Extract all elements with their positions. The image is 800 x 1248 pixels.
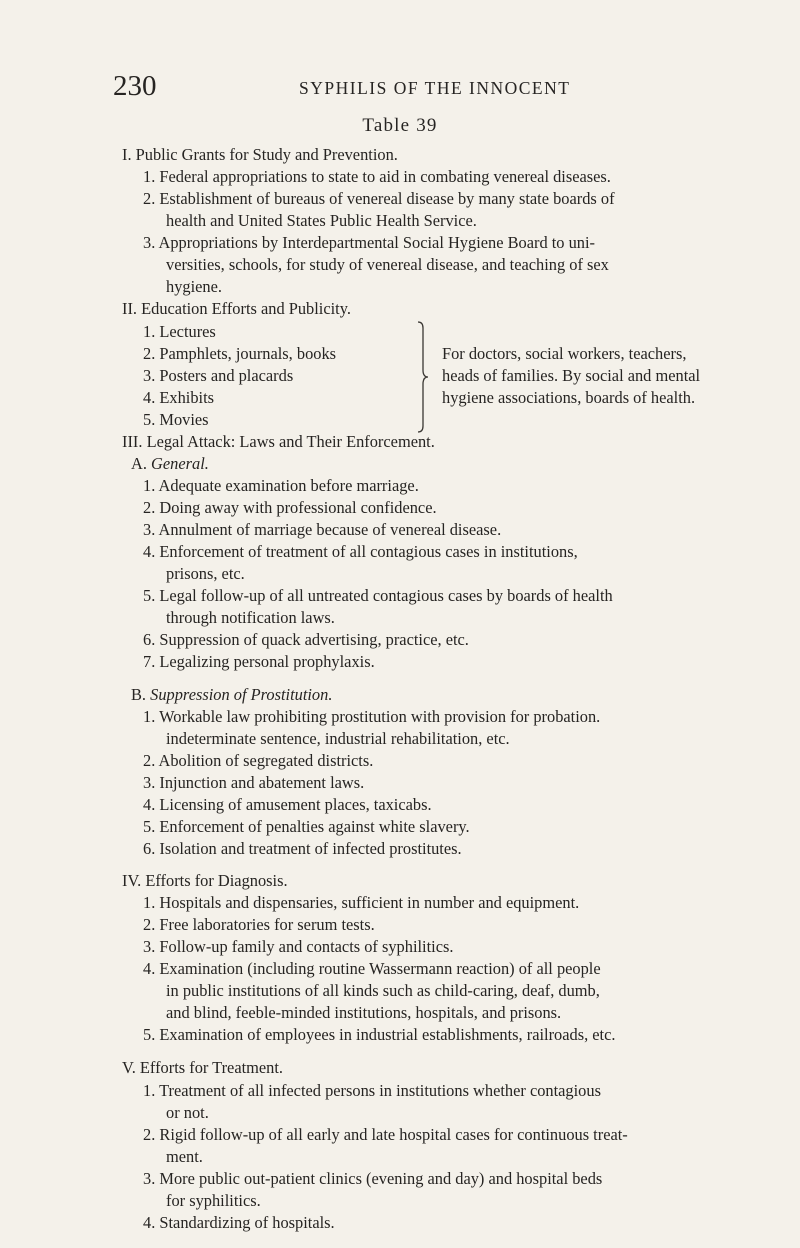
- list-item: 7. Legalizing personal prophylaxis.: [143, 652, 375, 671]
- list-item: 4. Licensing of amusement places, taxicabs.: [143, 795, 432, 814]
- subsection-title: General.: [151, 454, 209, 473]
- list-item: 5. Examination of employees in industrial establishments, railroads, etc.: [143, 1025, 616, 1044]
- subsection-label: A.: [131, 454, 147, 473]
- audience-note: heads of families. By social and mental: [442, 366, 701, 385]
- list-item-continuation: or not.: [166, 1103, 209, 1122]
- subsection-title: Suppression of Prostitution.: [150, 685, 333, 704]
- running-title: SYPHILIS OF THE INNOCENT: [299, 78, 571, 98]
- running-head: [113, 70, 701, 110]
- page-number: 230: [113, 70, 157, 102]
- brace-icon: [416, 320, 432, 434]
- subsection-heading: [131, 685, 332, 705]
- list-item: 4. Standardizing of hospitals.: [143, 1213, 335, 1232]
- list-item: 1. Federal appropriations to state to aid in combating venereal diseases.: [143, 167, 611, 186]
- list-item: 3. Posters and placards: [143, 366, 294, 385]
- list-item-continuation: for syphilitics.: [166, 1191, 261, 1210]
- list-item: 3. Follow-up family and contacts of syphilitics.: [143, 937, 454, 956]
- list-item: 2. Abolition of segregated districts.: [143, 751, 374, 770]
- list-item: 1. Workable law prohibiting prostitution with provision for probation.: [143, 707, 601, 726]
- list-item-continuation: indeterminate sentence, industrial rehabilitation, etc.: [166, 729, 510, 748]
- list-item: 1. Adequate examination before marriage.: [143, 476, 419, 495]
- list-item: 5. Movies: [143, 410, 209, 429]
- subsection-label: B.: [131, 685, 147, 704]
- list-item: 2. Rigid follow-up of all early and late hospital cases for continuous treat-: [143, 1125, 628, 1144]
- section-heading: II. Education Efforts and Publicity.: [122, 299, 351, 318]
- list-item-continuation: hygiene.: [166, 277, 222, 296]
- list-item: 3. Injunction and abatement laws.: [143, 773, 365, 792]
- list-item-continuation: and blind, feeble-minded institutions, hospitals, and prisons.: [166, 1003, 562, 1022]
- list-item-continuation: through notification laws.: [166, 608, 335, 627]
- list-item: 3. Annulment of marriage because of venereal disease.: [143, 520, 502, 539]
- list-item-continuation: prisons, etc.: [166, 564, 245, 583]
- list-item: 6. Suppression of quack advertising, practice, etc.: [143, 630, 469, 649]
- list-item: 5. Enforcement of penalties against white slavery.: [143, 817, 470, 836]
- list-item-continuation: ment.: [166, 1147, 203, 1166]
- list-item: 4. Examination (including routine Wassermann reaction) of all people: [143, 959, 601, 978]
- audience-note: For doctors, social workers, teachers,: [442, 344, 687, 363]
- list-item: 4. Enforcement of treatment of all contagious cases in institutions,: [143, 542, 578, 561]
- list-item: 3. Appropriations by Interdepartmental Social Hygiene Board to uni-: [143, 233, 595, 252]
- section-heading: V. Efforts for Treatment.: [122, 1058, 284, 1077]
- section-heading: I. Public Grants for Study and Prevention.: [122, 145, 398, 164]
- list-item: 1. Lectures: [143, 322, 216, 341]
- audience-note: hygiene associations, boards of health.: [442, 388, 696, 407]
- list-item: 1. Treatment of all infected persons in institutions whether contagious: [143, 1081, 601, 1100]
- list-item: 5. Legal follow-up of all untreated contagious cases by boards of health: [143, 586, 613, 605]
- section-heading: III. Legal Attack: Laws and Their Enforcement.: [122, 432, 435, 451]
- list-item: 2. Doing away with professional confidence.: [143, 498, 437, 517]
- list-item-continuation: versities, schools, for study of venereal disease, and teaching of sex: [166, 255, 609, 274]
- section-heading: IV. Efforts for Diagnosis.: [122, 871, 288, 890]
- list-item: 4. Exhibits: [143, 388, 215, 407]
- table-title: Table 39: [362, 115, 438, 136]
- list-item: 2. Free laboratories for serum tests.: [143, 915, 375, 934]
- list-item-continuation: in public institutions of all kinds such as child-caring, deaf, dumb,: [166, 981, 600, 1000]
- list-item: 6. Isolation and treatment of infected prostitutes.: [143, 839, 462, 858]
- list-item: 2. Establishment of bureaus of venereal disease by many state boards of: [143, 189, 615, 208]
- list-item-continuation: health and United States Public Health Service.: [166, 211, 477, 230]
- list-item: 3. More public out-patient clinics (evening and day) and hospital beds: [143, 1169, 603, 1188]
- list-item: 1. Hospitals and dispensaries, sufficient in number and equipment.: [143, 893, 580, 912]
- list-item: 2. Pamphlets, journals, books: [143, 344, 337, 363]
- subsection-heading: [131, 454, 209, 474]
